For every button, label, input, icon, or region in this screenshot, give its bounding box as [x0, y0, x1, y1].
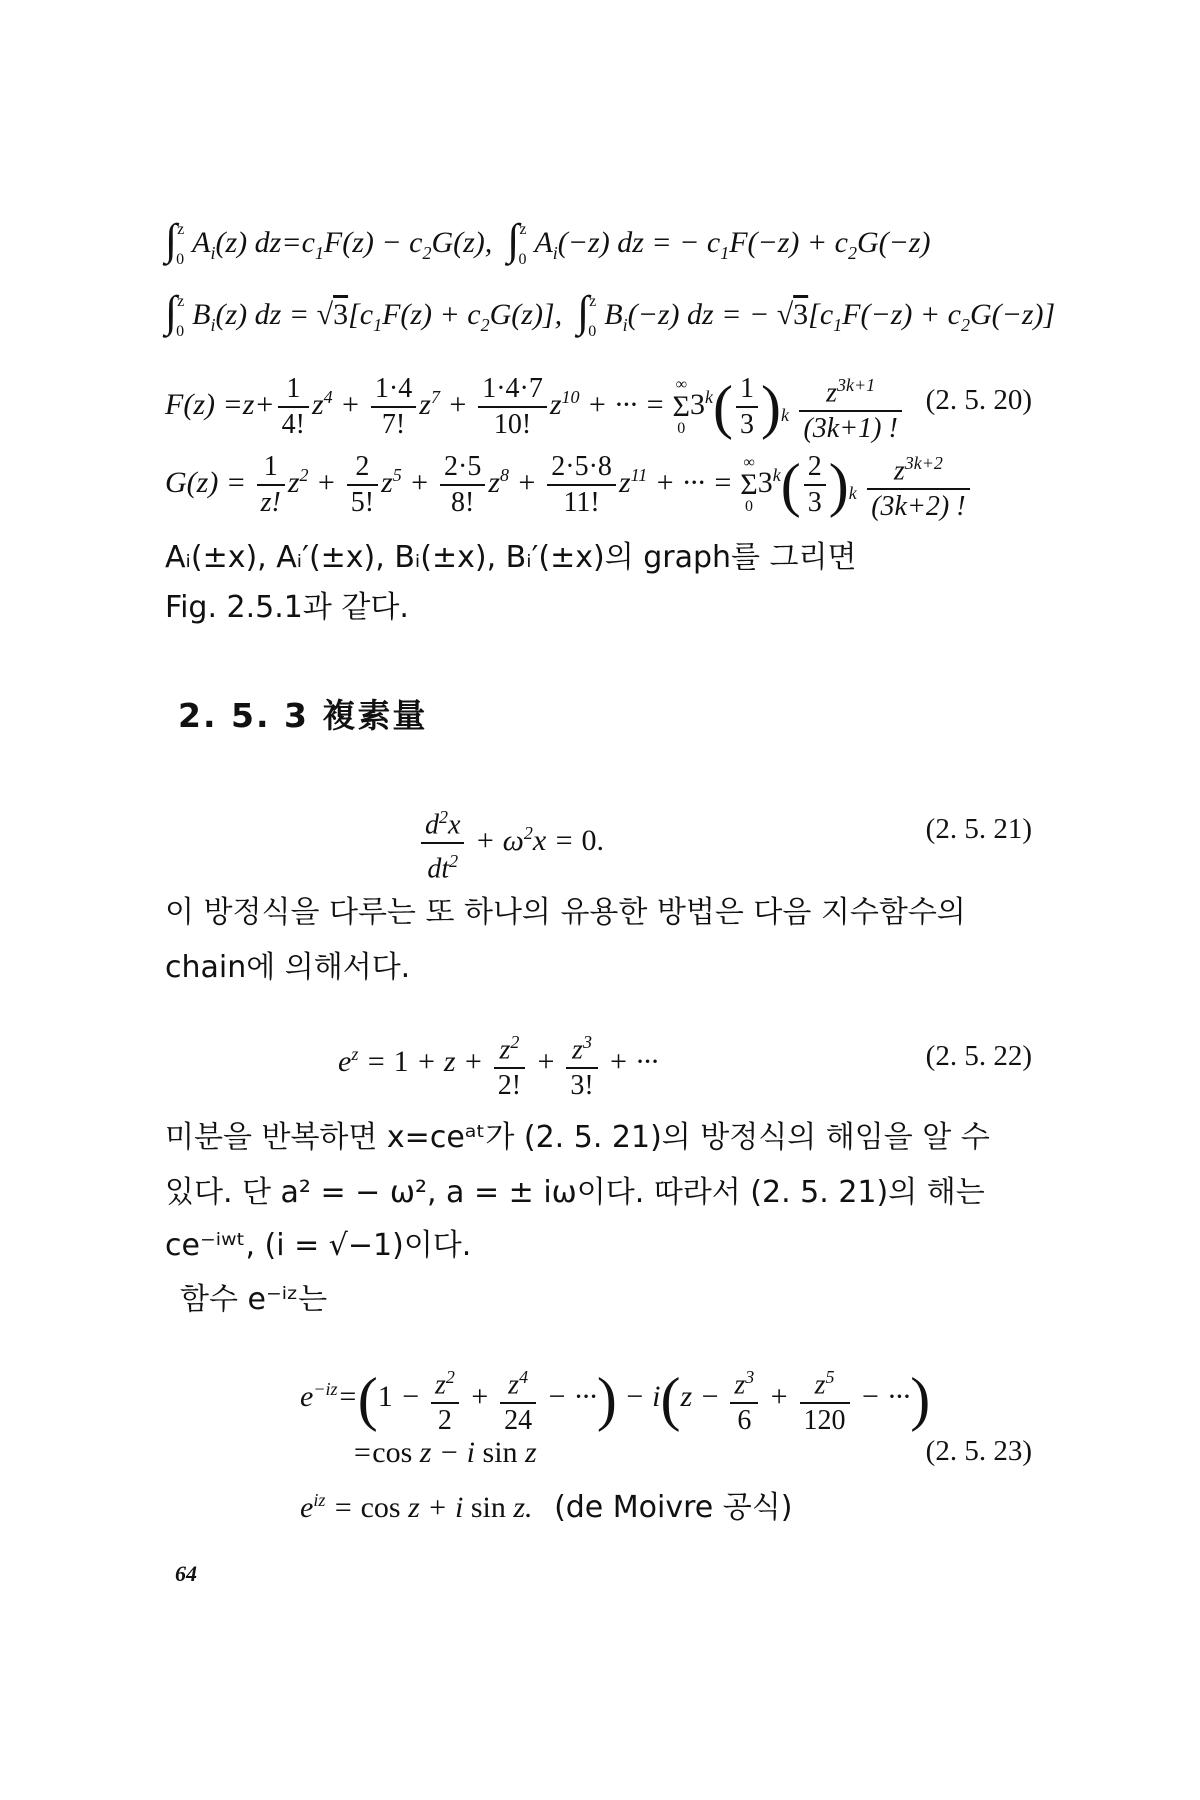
equation-number-2-5-23: (2. 5. 23)	[925, 1435, 1032, 1467]
equation-emiz-series: $e^{-iz}=(1$ − $\frac{z^2}{2}$ + $\frac{z^4}{24}$ − ···) − i(z − $\frac{z^3}{6}$ + $\frac{z^5}{120}$ − ···)	[300, 1360, 930, 1438]
paragraph-4-line-1: 함수 e⁻ⁱᶻ는	[180, 1282, 328, 1317]
section-heading: 2. 5. 3 複素量	[178, 696, 428, 735]
paragraph-3-line-2: 있다. 단 a² = − ω², a = ± iω이다. 따라서 (2. 5. 21)의 해는	[165, 1175, 985, 1210]
equation-integrals-a: $\int^z_0A_i(z) dz=c_1F(z) - c_2G(z)$, $\int^z_0A_i(-z)$ dz = − $c_1F(-z) + c_2G(-z)$	[165, 215, 931, 268]
equation-integrals-b: $\int^z_0B_i(z)$ dz = $√3[c_1F(z) + c_2G(z)]$, $\int^z_0B_i(-z)$ dz = − $√3[c_1F(-z) + c_2G(-z)]$	[165, 287, 1056, 340]
equation-exp-series: $e^z = 1 + z$ + $\frac{z^2}{2!}$ + $\frac{z^3}{3!}$ + ···	[338, 1025, 658, 1103]
equation-g-series: G(z) = $\frac{1}{z!}$ $z^2$ + $\frac{2}{5!}$ $z^5$ + $\frac{2\cdot 5}{8!}$ $z^8$ + $\frac{2\cdot 5\cdot 8}{11!}$ $z^{11}$ + ··· = ∞ Σ 0 3$^k$( $\frac{2}{3}$ )$_k$ $\frac{z^{3k+2}}{(3k+2) !}$	[165, 446, 973, 524]
paragraph-3-line-3: ce⁻ⁱʷᵗ, (i = √−1)이다.	[165, 1228, 472, 1263]
de-moivre-note: (de Moivre 공식)	[554, 1490, 793, 1525]
paragraph-3-line-1: 미분을 반복하면 x=ceᵃᵗ가 (2. 5. 21)의 방정식의 해임을 알 수	[165, 1120, 990, 1155]
paragraph-2-line-1: 이 방정식을 다루는 또 하나의 유용한 방법은 다음 지수함수의	[165, 895, 966, 930]
page-number: 64	[175, 1561, 197, 1586]
paragraph-1-line-2: Fig. 2.5.1과 같다.	[165, 590, 409, 625]
equation-f-series: F(z) =z+ $\frac{1}{4!}$ $z^4$ + $\frac{1\cdot 4}{7!}$ $z^7$ + $\frac{1\cdot 4\cdot 7}{10!}$ $z^{10}$ + ··· = ∞ Σ 0 3$^k$( $\frac{1}{3}$ )$_k$ $\frac{z^{3k+1}}{(3k+1) !}$	[165, 368, 905, 446]
equation-oscillator: $\frac{d^2x}{dt^2}$ + $\omega^2x = 0$.	[418, 800, 604, 887]
equation-number-2-5-21: (2. 5. 21)	[925, 813, 1032, 845]
equation-eiz: $e^{iz} = \cos z + i$ sin z. (de Moivre 공식)	[300, 1490, 793, 1525]
equation-emiz-result: =cos z − i sin z	[352, 1436, 537, 1469]
paragraph-1-line-1: Aᵢ(±x), Aᵢ′(±x), Bᵢ(±x), Bᵢ′(±x)의 graph를 그리면	[165, 540, 857, 575]
equation-number-2-5-20: (2. 5. 20)	[925, 384, 1032, 416]
paragraph-2-line-2: chain에 의해서다.	[165, 950, 411, 985]
equation-number-2-5-22: (2. 5. 22)	[925, 1040, 1032, 1072]
